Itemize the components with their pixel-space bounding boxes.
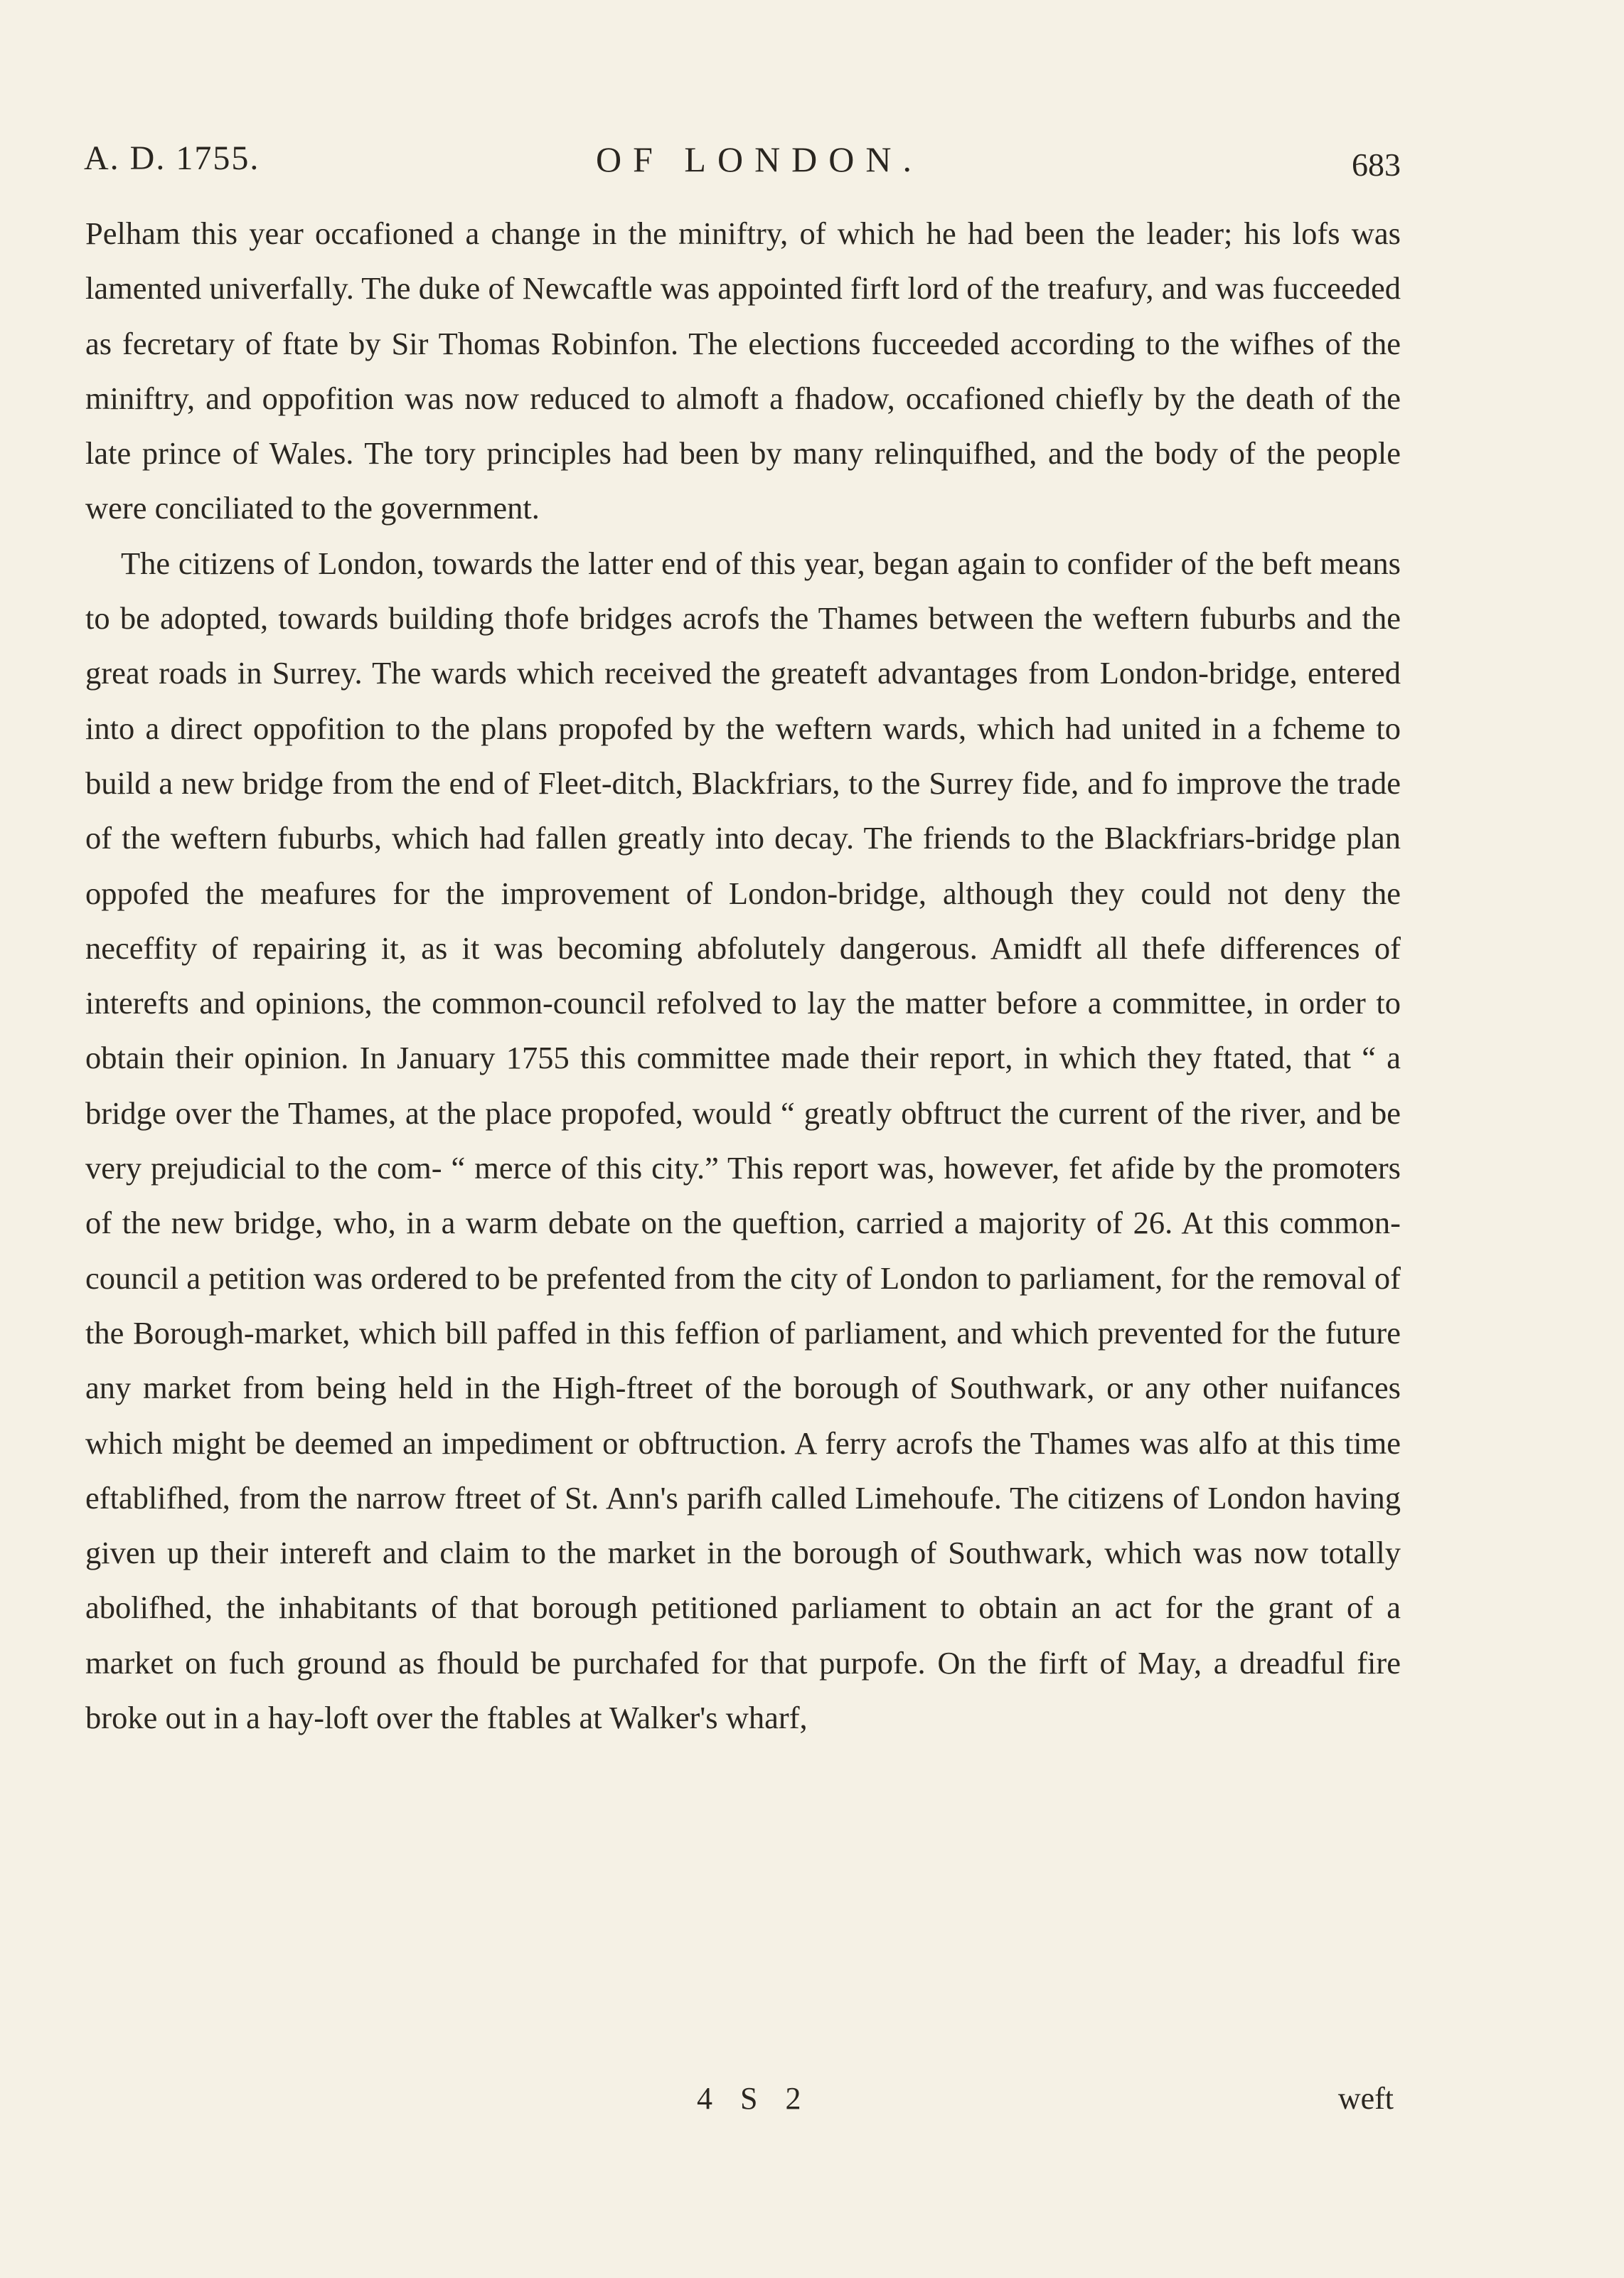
page-number: 683 <box>1352 147 1401 183</box>
header-title: OF LONDON. <box>596 139 923 179</box>
header-year: A. D. 1755. <box>84 139 260 177</box>
catchword: weft <box>1337 2081 1394 2116</box>
page-footer <box>85 2080 1401 2130</box>
body-text <box>85 206 1401 1745</box>
signature-mark: 4 S 2 <box>697 2081 811 2116</box>
paragraph: Pelham this year occafioned a change in the miniftry, of which he had been the leader; his lofs was lamented univerfally. The duke of Newcaftle was appointed firft lord of the treafury, and was fucceeded as fecretary of ftate by Sir Thomas Robinfon. The elections fucceeded according to the wifhes of the miniftry, and oppofition was now reduced to almoft a fhadow, occafioned chiefly by the death of the late prince of Wales. The tory principles had been by many relinquifhed, and the body of the people were conciliated to the government. <box>85 215 1401 526</box>
paragraph: The citizens of London, towards the latter end of this year, began again to confider of the beft means to be adopted, towards building thofe bridges acrofs the Thames between the weftern fuburbs and the great roads in Surrey. The wards which received the greateft advantages from London-bridge, entered into a direct oppofition to the plans propofed by the weftern wards, which had united in a fcheme to build a new bridge from the end of Fleet-ditch, Blackfriars, to the Surrey fide, and fo improve the trade of the weftern fuburbs, which had fallen greatly into decay. The friends to the Blackfriars-bridge plan oppofed the meafures for the improvement of London-bridge, although they could not deny the neceffity of repairing it, as it was becoming abfolutely dangerous. Amidft all thefe differences of interefts and opinions, the common-council refolved to lay the matter before a committee, in order to obtain their opinion. In January 1755 this committee made their report, in which they ftated, that “ a bridge over the Thames, at the place propofed, would “ greatly obftruct the current of the river, and be very prejudicial to the com- “ merce of this city.” This report was, however, fet afide by the promoters of the new bridge, who, in a warm debate on the queftion, carried a majority of 26. At this common-council a petition was ordered to be prefented from the city of London to parliament, for the removal of the Borough-market, which bill paffed in this feffion of parliament, and which prevented for the future any market from being held in the High-ftreet of the borough of Southwark, or any other nuifances which might be deemed an impediment or obftruction. A ferry acrofs the Thames was alfo at this time eftablifhed, from the narrow ftreet of St. Ann's parifh called Limehoufe. The citizens of London having given up their intereft and claim to the market in the borough of Southwark, which was now totally abolifhed, the inhabitants of that borough petitioned parliament to obtain an act for the grant of a market on fuch ground as fhould be purchafed for that purpofe. On the firft of May, a dreadful fire broke out in a hay-loft over the ftables at Walker's wharf, <box>85 545 1401 1736</box>
running-header <box>84 139 1408 188</box>
